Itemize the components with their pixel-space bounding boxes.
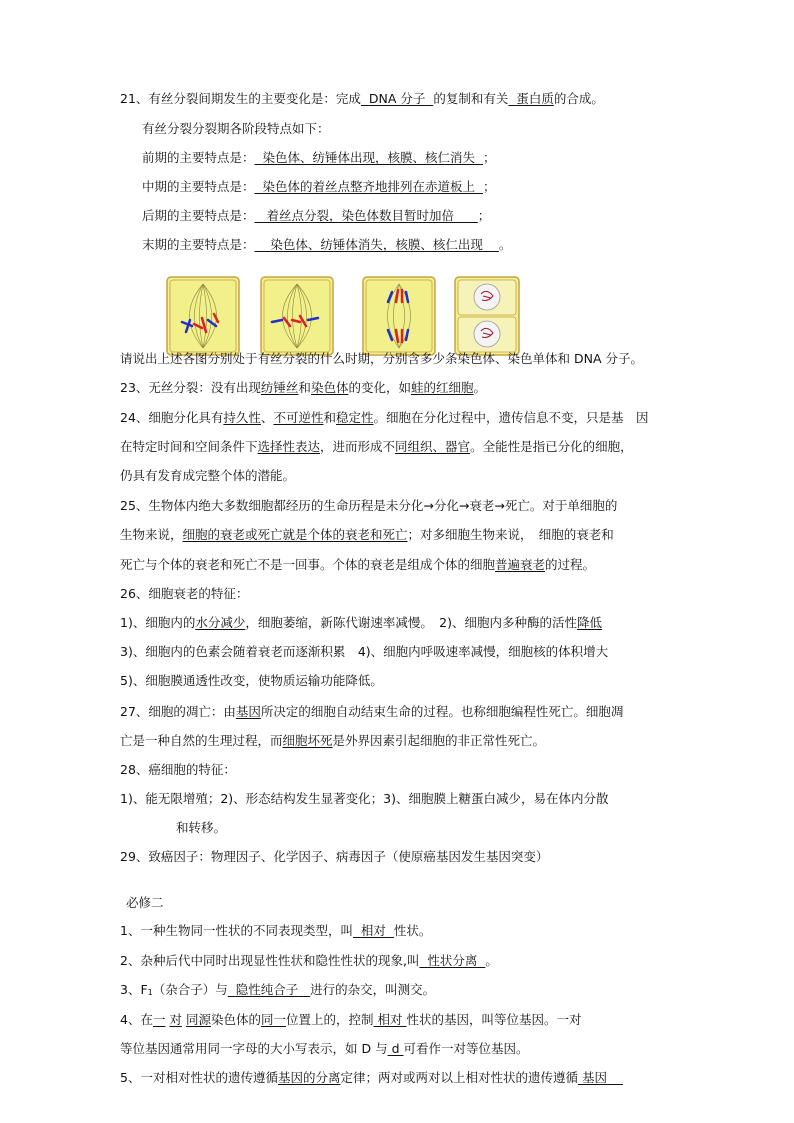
- q21-line: 21、有丝分裂间期发生的主要变化是：完成 DNA 分子 的复制和有关 蛋白质的合成。: [120, 91, 604, 106]
- b3-line: 3、$F_1$（杂合子）与 隐性纯合子 进行的杂交，叫测交。: [120, 982, 436, 997]
- q28-line-2: 和转移。: [176, 820, 227, 835]
- q26-line-1: 1)、细胞内的水分减少，细胞萎缩，新陈代谢速率减慢。 2)、细胞内多种酶的活性降低: [120, 615, 602, 630]
- q25-line-3: 死亡与个体的衰老和死亡不是一回事。个体的衰老是组成个体的细胞普遍衰老的过程。: [120, 557, 596, 572]
- q21-intro: 有丝分裂分裂期各阶段特点如下：: [142, 121, 330, 136]
- metaphase-cell-figure: [166, 276, 240, 356]
- b5-line: 5、一对相对性状的遗传遵循基因的分离定律；两对或两对以上相对性状的遗传遵循 基因: [120, 1070, 607, 1085]
- q22-line: 请说出上述各图分别处于有丝分裂的什么时期，分别含多少条染色体、染色单体和 DNA 分子。: [120, 351, 643, 366]
- q21-telophase: 末期的主要特点是： 染色体、纺锤体消失，核膜、核仁出现 。: [142, 237, 512, 252]
- telophase-cell-figure: [454, 276, 520, 356]
- q24-line-2: 在特定时间和空间条件下选择性表达，进而形成不同组织、器官。全能性是指已分化的细胞，: [120, 439, 633, 454]
- b2-line: 2、杂种后代中同时出现显性性状和隐性性状的现象,叫 性状分离 。: [120, 953, 498, 968]
- anaphase-cell-figure: [362, 276, 436, 356]
- q24-line-3: 仍具有发育成完整个体的潜能。: [120, 468, 296, 483]
- q28-title: 28、癌细胞的特征：: [120, 762, 236, 777]
- q21-prophase: 前期的主要特点是： 染色体、纺锤体出现，核膜、核仁消失 ；: [142, 150, 496, 165]
- q23-line: 23、无丝分裂：没有出现纺锤丝和染色体的变化，如蛙的红细胞。: [120, 380, 486, 395]
- section-title: 必修二: [126, 895, 164, 910]
- b4-line-2: 等位基因通常用同一字母的大小写表示，如 D 与 d 可看作一对等位基因。: [120, 1041, 529, 1056]
- q21-metaphase: 中期的主要特点是： 染色体的着丝点整齐地排列在赤道板上 ；: [142, 179, 496, 194]
- q26-title: 26、细胞衰老的特征：: [120, 586, 249, 601]
- q26-line-3: 5)、细胞膜通透性改变，使物质运输功能降低。: [120, 673, 383, 688]
- b4-line-1: 4、在一 对 同源染色体的同一位置上的，控制 相对 性状的基因，叫等位基因。一对: [120, 1012, 582, 1027]
- q26-line-2: 3)、细胞内的色素会随着衰老而逐渐积累 4)、细胞内呼吸速率减慢，细胞核的体积增大: [120, 644, 609, 659]
- q21-anaphase: 后期的主要特点是： 着丝点分裂，染色体数目暂时加倍 ；: [142, 208, 491, 223]
- q29-line: 29、致癌因子：物理因子、化学因子、病毒因子（使原癌基因发生基因突变）: [120, 849, 549, 864]
- q28-line-1: 1)、能无限增殖；2)、形态结构发生显著变化；3)、细胞膜上糖蛋白减少，易在体内分散: [120, 791, 609, 806]
- q25-line-1: 25、生物体内绝大多数细胞都经历的生命历程是未分化→分化→衰老→死亡。对于单细胞的: [120, 498, 618, 513]
- q27-line-1: 27、细胞的凋亡：由基因所决定的细胞自动结束生命的过程。也称细胞编程性死亡。细胞凋: [120, 704, 624, 719]
- q27-line-2: 亡是一种自然的生理过程，而细胞坏死是外界因素引起细胞的非正常性死亡。: [120, 733, 546, 748]
- q25-line-2: 生物来说，细胞的衰老或死亡就是个体的衰老和死亡；对多细胞生物来说， 细胞的衰老和: [120, 527, 614, 542]
- b1-line: 1、一种生物同一性状的不同表现类型，叫 相对 性状。: [120, 923, 432, 938]
- prophase-cell-figure: [260, 276, 334, 356]
- q24-line-1: 24、细胞分化具有持久性、不可逆性和稳定性。细胞在分化过程中，遗传信息不变，只是基 因: [120, 410, 649, 425]
